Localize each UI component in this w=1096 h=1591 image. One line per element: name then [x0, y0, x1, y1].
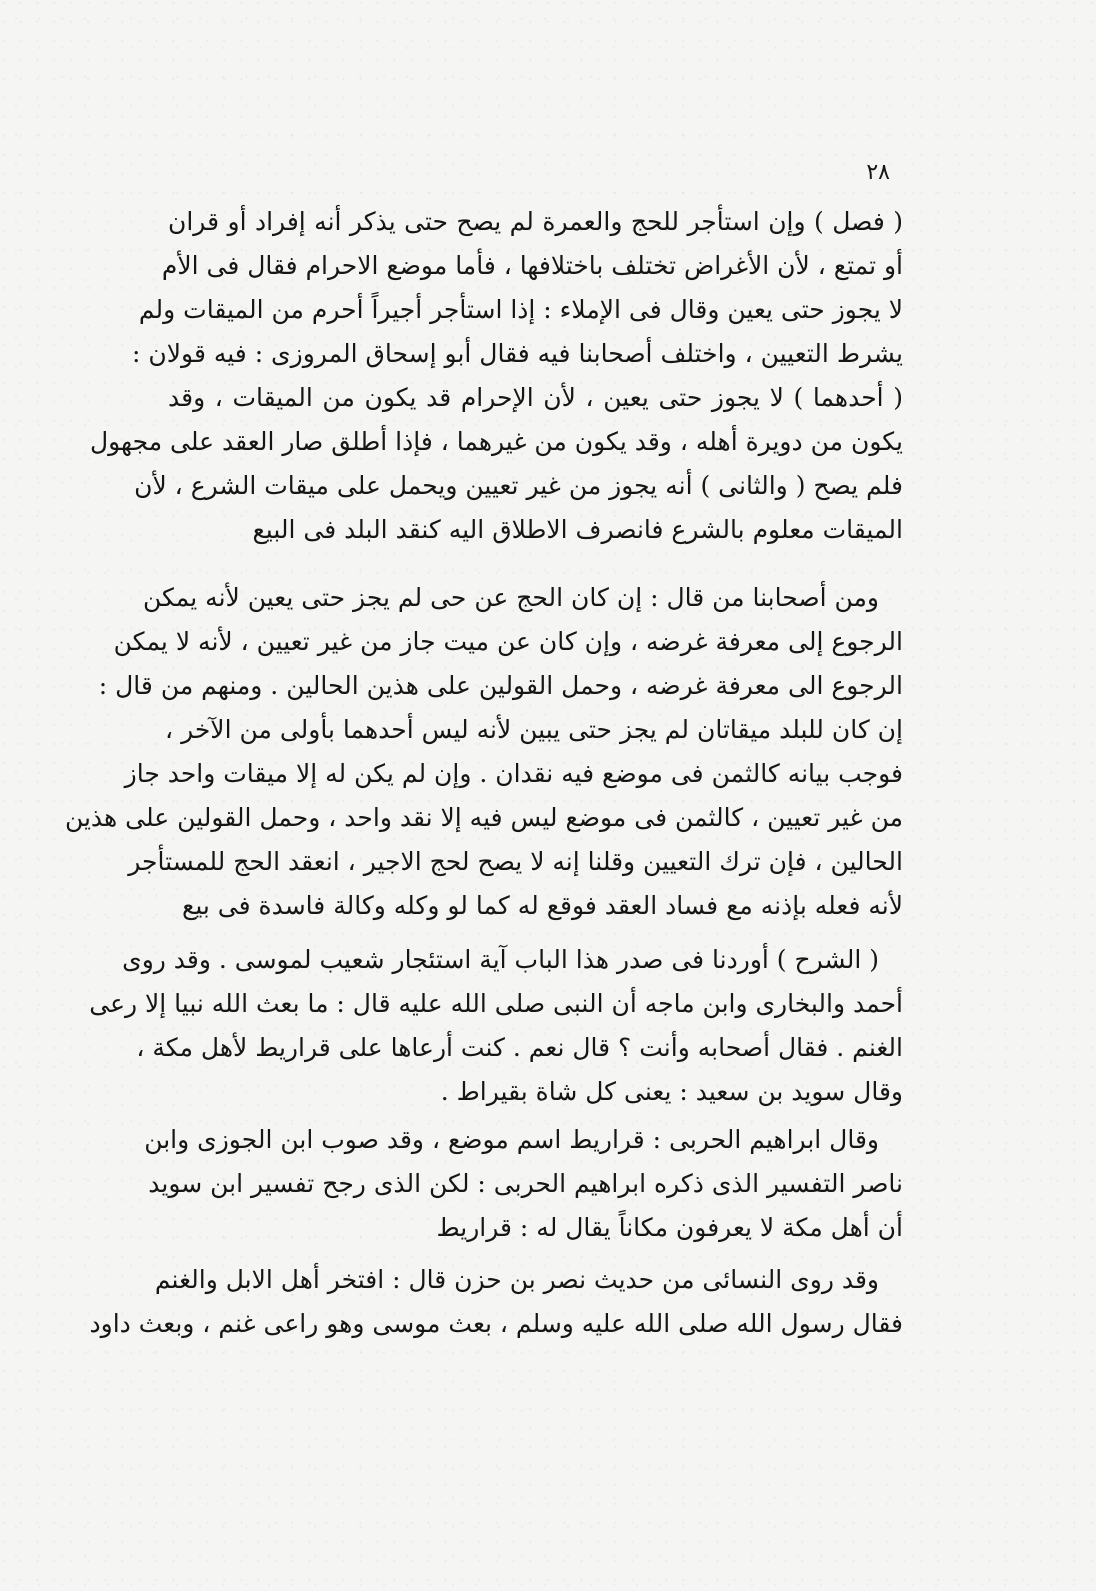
page-number: ٢٨: [866, 160, 890, 185]
text-line: يكون من دويرة أهله ، وقد يكون من غيرهما ، فإذا أطلق صار العقد على مجهول: [89, 427, 903, 456]
text-line: الحالين ، فإن ترك التعيين وقلنا إنه لا يصح لحج الاجير ، انعقد الحج للمستأجر: [128, 847, 903, 876]
text-line: ( فصل ) وإن استأجر للحج والعمرة لم يصح حتى يذكر أنه إفراد أو قران: [168, 207, 903, 236]
text-line: ناصر التفسير الذى ذكره ابراهيم الحربى : لكن الذى رجح تفسير ابن سويد: [148, 1169, 903, 1198]
text-line: الميقات معلوم بالشرع فانصرف الاطلاق اليه كنقد البلد فى البيع: [252, 515, 903, 544]
paragraph-nasai: [89, 1258, 903, 1346]
paragraph-fasl: [89, 200, 903, 552]
text-line: ( الشرح ) أوردنا فى صدر هذا الباب آية استئجار شعيب لموسى . وقد روى: [122, 945, 879, 974]
text-line: فوجب بيانه كالثمن فى موضع فيه نقدان . وإن لم يكن له إلا ميقات واحد جاز: [124, 759, 903, 788]
text-line: الرجوع الى معرفة غرضه ، وحمل القولين على هذين الحالين . ومنهم من قال :: [98, 671, 903, 700]
text-line: من غير تعيين ، كالثمن فى موضع ليس فيه إلا نقد واحد ، وحمل القولين على هذين: [64, 803, 903, 832]
text-line: فقال رسول الله صلى الله عليه وسلم ، بعث موسى وهو راعى غنم ، وبعث داود: [89, 1309, 903, 1338]
text-line: أحمد والبخارى وابن ماجه أن النبى صلى الله عليه قال : ما بعث الله نبيا إلا رعى: [89, 989, 903, 1018]
text-line: ومن أصحابنا من قال : إن كان الحج عن حى لم يجز حتى يعين لأنه يمكن: [142, 583, 879, 612]
paragraph-ashabuna: [64, 576, 903, 928]
text-line: لأنه فعله بإذنه مع فساد العقد فوقع له كما لو وكله وكالة فاسدة فى بيع: [182, 891, 903, 920]
text-line: وقد روى النسائى من حديث نصر بن حزن قال : افتخر أهل الابل والغنم: [154, 1265, 879, 1294]
text-line: يشرط التعيين ، واختلف أصحابنا فيه فقال أبو إسحاق المروزى : فيه قولان :: [132, 339, 903, 368]
paragraph-harbi: [144, 1118, 903, 1250]
text-line: وقال ابراهيم الحربى : قراريط اسم موضع ، وقد صوب ابن الجوزى وابن: [144, 1125, 879, 1154]
text-line: الغنم . فقال أصحابه وأنت ؟ قال نعم . كنت أرعاها على قراريط لأهل مكة ،: [136, 1033, 903, 1062]
text-line: فلم يصح ( والثانى ) أنه يجوز من غير تعيين ويحمل على ميقات الشرع ، لأن: [134, 471, 903, 500]
text-line: ( أحدهما ) لا يجوز حتى يعين ، لأن الإحرام قد يكون من الميقات ، وقد: [168, 383, 903, 412]
text-line: الرجوع إلى معرفة غرضه ، وإن كان عن ميت جاز من غير تعيين ، لأنه لا يمكن: [113, 627, 903, 656]
text-line: لا يجوز حتى يعين وقال فى الإملاء : إذا استأجر أجيراً أحرم من الميقات ولم: [138, 295, 903, 324]
paragraph-sharh: [89, 938, 903, 1114]
text-line: إن كان للبلد ميقاتان لم يجز حتى يبين لأنه ليس أحدهما بأولى من الآخر ،: [165, 715, 903, 744]
text-line: أن أهل مكة لا يعرفون مكاناً يقال له : قراريط: [436, 1213, 903, 1242]
text-line: أو تمتع ، لأن الأغراض تختلف باختلافها ، فأما موضع الاحرام فقال فى الأم: [161, 251, 903, 280]
text-line: وقال سويد بن سعيد : يعنى كل شاة بقيراط .: [440, 1077, 903, 1106]
